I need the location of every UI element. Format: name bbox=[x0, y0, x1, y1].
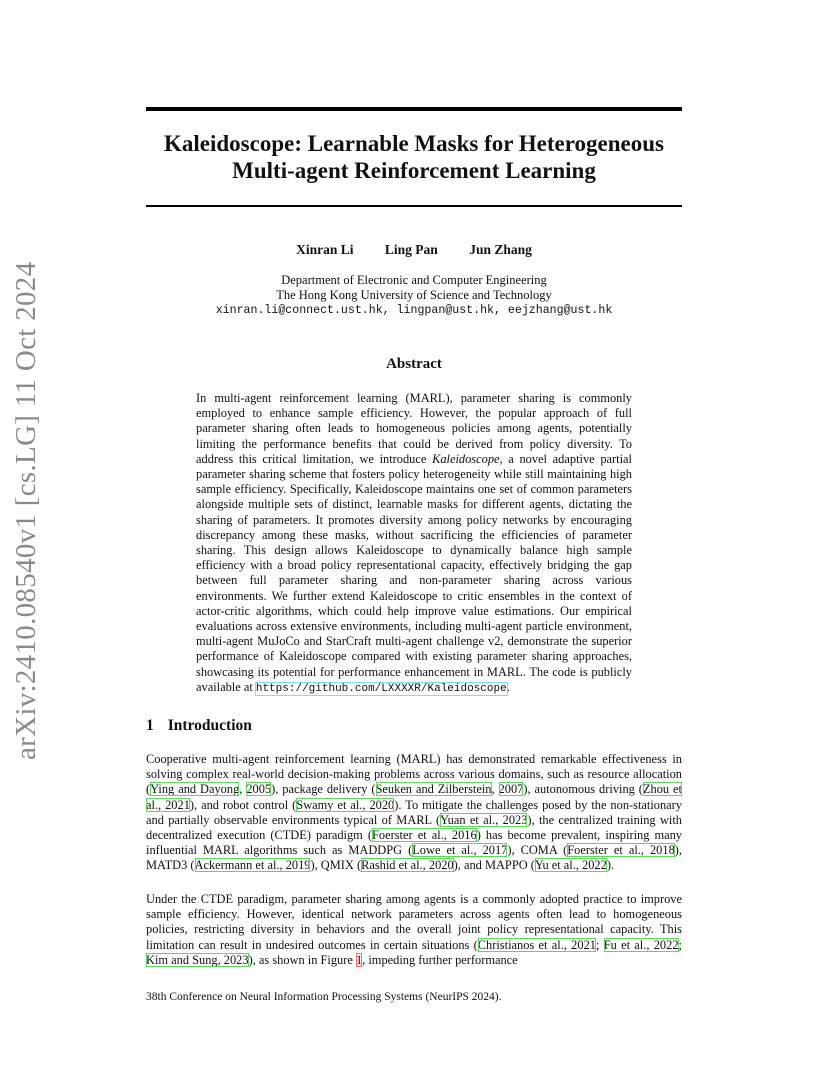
department: Department of Electronic and Computer Engineering bbox=[281, 273, 547, 287]
citation-link[interactable]: 2007 bbox=[498, 782, 524, 797]
figure-reference-link[interactable]: 1 bbox=[355, 952, 363, 967]
paragraph-text: ). bbox=[606, 858, 615, 873]
citation-link[interactable]: Lowe et al., 2017 bbox=[412, 843, 508, 858]
paragraph-text: ), package delivery ( bbox=[271, 782, 376, 797]
title-bottom-rule bbox=[146, 205, 682, 207]
method-name-emphasis: Kaleidoscope bbox=[432, 451, 500, 466]
abstract-text bbox=[196, 391, 632, 697]
conference-footnote: 38th Conference on Neural Information Processing Systems (NeurIPS 2024). bbox=[146, 991, 502, 1003]
paragraph-text: Under the CTDE paradigm, parameter sharing among agents is a commonly adopted practice to improve sample efficiency. However, identical network parameters across agents often lead to homogeneous policies, restricting diversity in behaviors and the overall joint policy representational capacity. This limitation can result in undesired outcomes in certain situations ( bbox=[146, 892, 682, 952]
author-emails: xinran.li@connect.ust.hk, lingpan@ust.hk, eejzhang@ust.hk bbox=[215, 304, 613, 317]
arxiv-identifier-stamp: arXiv:2410.08540v1 [cs.LG] 11 Oct 2024 bbox=[10, 261, 42, 760]
paragraph-text: ), autonomous driving ( bbox=[523, 782, 643, 797]
paragraph-text: , bbox=[491, 782, 499, 797]
author-name: Xinran Li bbox=[296, 242, 354, 257]
university: The Hong Kong University of Science and Technology bbox=[276, 288, 552, 302]
citation-link[interactable]: Foerster et al., 2016 bbox=[372, 828, 477, 843]
section-number: 1 bbox=[146, 717, 154, 734]
citation-link[interactable]: Foerster et al., 2018 bbox=[567, 843, 675, 858]
paragraph-text: ; bbox=[595, 937, 604, 952]
author-name: Jun Zhang bbox=[469, 242, 532, 257]
paragraph-text: , bbox=[239, 782, 247, 797]
citation-link[interactable]: Seuken and Zilberstein bbox=[375, 782, 492, 797]
citation-link[interactable]: Swamy et al., 2020 bbox=[296, 797, 395, 812]
abstract-text-part: . bbox=[506, 679, 510, 694]
citation-link[interactable]: Rashid et al., 2020 bbox=[361, 858, 454, 873]
paragraph-text: ), QMIX ( bbox=[310, 858, 362, 873]
intro-paragraph-2 bbox=[146, 892, 682, 968]
paper-title bbox=[146, 130, 682, 184]
affiliation-block bbox=[146, 273, 682, 318]
author-name: Ling Pan bbox=[384, 242, 438, 257]
paragraph-text: ), COMA ( bbox=[507, 843, 568, 858]
paragraph-text: ) has become prevalent, inspiring many influential MARL algorithms such as MADDPG ( bbox=[146, 828, 683, 858]
abstract-text-part: In multi-agent reinforcement learning (MARL), parameter sharing is commonly employed to enhance sample efficiency. However, the popular approach of full parameter sharing often leads to homogeneous policies among agents, potentially limiting the performance benefits that could be derived from policy diversity. To address this critical limitation, we introduce bbox=[196, 391, 632, 466]
paragraph-text: ), and MAPPO ( bbox=[453, 858, 535, 873]
section-heading-introduction bbox=[146, 717, 252, 735]
citation-link[interactable]: Christianos et al., 2021 bbox=[477, 937, 596, 952]
paragraph-text: ), as shown in Figure bbox=[248, 952, 356, 967]
paragraph-text: ). To mitigate the challenges posed by the non-stationary and partially observable environments typical of MARL ( bbox=[146, 797, 682, 827]
citation-link[interactable]: Kim and Sung, 2023 bbox=[146, 952, 249, 967]
paragraph-text: ), MATD3 ( bbox=[146, 843, 682, 873]
citation-link[interactable]: Fu et al., 2022 bbox=[603, 937, 679, 952]
citation-link[interactable]: 2005 bbox=[246, 782, 272, 797]
abstract-text-part: , a novel adaptive partial parameter sharing scheme that fosters policy heterogeneity while still maintaining high sample efficiency. Specifically, Kaleidoscope maintains one set of common parameters alongside multiple sets of distinct, learnable masks for different agents, dictating the sharing of parameters. It promotes diversity among policy networks by encouraging discrepancy among these masks, without sacrificing the efficiencies of parameter sharing. This design allows Kaleidoscope to dynamically balance high sample efficiency with a broad policy representational capacity, effectively bridging the gap between full parameter sharing and non-parameter sharing across various environments. We further extend Kaleidoscope to critic ensembles in the context of actor-critic algorithms, which could help improve value estimations. Our empirical evaluations across extensive environments, including multi-agent particle environment, multi-agent MuJoCo and StarCraft multi-agent challenge v2, demonstrate the superior performance of Kaleidoscope compared with existing parameter sharing approaches, showcasing its potential for performance enhancement in MARL. The code is publicly available at bbox=[196, 451, 632, 694]
code-repository-link[interactable]: https://github.com/LXXXXR/Kaleidoscope bbox=[255, 682, 507, 695]
paragraph-text: ; bbox=[678, 937, 682, 952]
title-line-1: Kaleidoscope: Learnable Masks for Heterogeneous bbox=[164, 131, 664, 156]
title-line-2: Multi-agent Reinforcement Learning bbox=[232, 158, 596, 183]
paragraph-text: , impeding further performance bbox=[362, 952, 518, 967]
paragraph-text: ), and robot control ( bbox=[189, 797, 297, 812]
citation-link[interactable]: Ackermann et al., 2019 bbox=[194, 858, 311, 873]
intro-paragraph-1 bbox=[146, 752, 682, 874]
abstract-heading: Abstract bbox=[386, 356, 442, 372]
citation-link[interactable]: Yuan et al., 2023 bbox=[440, 812, 528, 827]
paragraph-text: ), the centralized training with decentralized execution (CTDE) paradigm ( bbox=[146, 812, 682, 843]
citation-link[interactable]: Yu et al., 2022 bbox=[534, 858, 607, 873]
author-list bbox=[146, 242, 682, 258]
citation-link[interactable]: Zhou et al., 2021 bbox=[146, 782, 682, 812]
section-title: Introduction bbox=[167, 717, 252, 734]
citation-link[interactable]: Ying and Dayong bbox=[150, 782, 240, 797]
title-top-rule bbox=[146, 107, 682, 111]
paragraph-text: Cooperative multi-agent reinforcement learning (MARL) has demonstrated remarkable effectiveness in solving complex real-world decision-making problems across various domains, such as resource allocation ( bbox=[146, 752, 682, 797]
